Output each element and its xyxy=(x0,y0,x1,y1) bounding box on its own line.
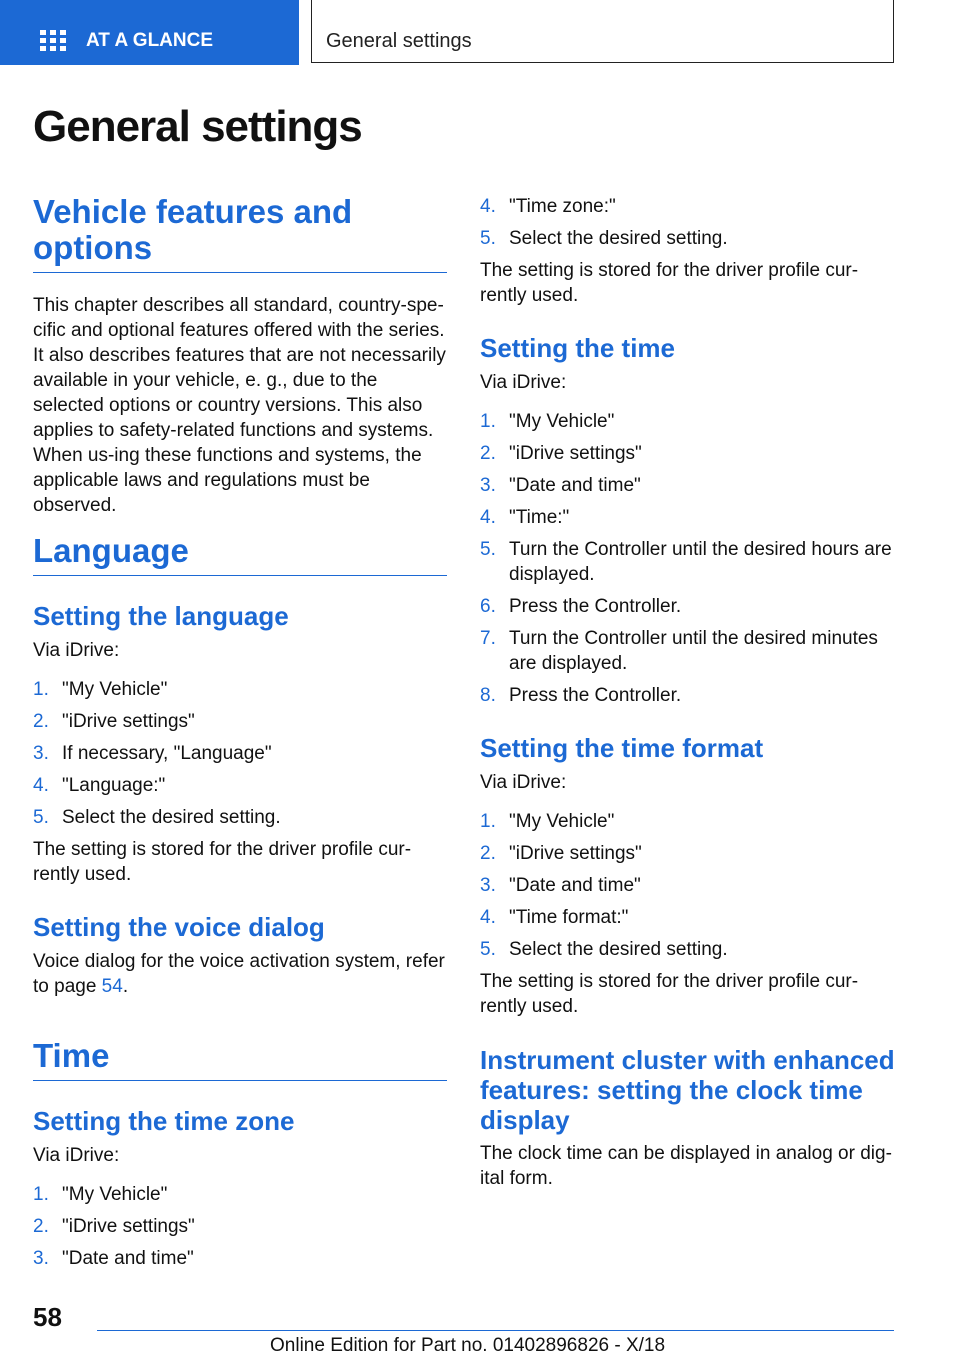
list-item: 4. "Time zone:" xyxy=(480,196,616,217)
list-item: 2. "iDrive settings" xyxy=(33,1216,195,1237)
setting-language-steps xyxy=(33,677,447,837)
list-item: 1. "My Vehicle" xyxy=(480,811,615,832)
footer-edition: Online Edition for Part no. 01402896826 - X/18 xyxy=(270,1335,666,1356)
heading-time: Time xyxy=(33,1038,447,1081)
list-item: 2. "iDrive settings" xyxy=(33,711,195,732)
time-zone-note: The setting is stored for the driver profile cur-rently used. xyxy=(480,260,859,306)
time-format-steps xyxy=(480,809,896,969)
list-item: 5. Select the desired setting. xyxy=(33,807,281,828)
list-item: 3. "Date and time" xyxy=(33,1248,194,1269)
page-number: 58 xyxy=(33,1302,62,1332)
time-format-intro: Via iDrive: xyxy=(480,772,567,793)
list-item: 3. If necessary, "Language" xyxy=(33,743,272,764)
list-item: 5. Select the desired setting. xyxy=(480,939,728,960)
list-item: 6. Press the Controller. xyxy=(480,596,682,617)
list-item: 3. "Date and time" xyxy=(480,875,641,896)
setting-time-steps xyxy=(480,409,896,715)
setting-language-note: The setting is stored for the driver profile cur-rently used. xyxy=(33,839,412,885)
vehicle-features-body: This chapter describes all standard, country-spe-cific and optional features offered with the series. It also describes features that are not necessarily available in your vehicle, e. g., due to the selected options or country versions. This also applies to safety-related functions and systems. When us-ing these functions and systems, the applicable laws and regulations must be observed. xyxy=(33,295,446,516)
section-tab[interactable] xyxy=(0,0,299,65)
time-zone-intro: Via iDrive: xyxy=(33,1145,120,1166)
clock-display-body: The clock time can be displayed in analog or dig-ital form. xyxy=(480,1143,892,1189)
time-zone-steps-continued xyxy=(480,194,896,258)
list-item: 4. "Language:" xyxy=(33,775,166,796)
subheading-time-format: Setting the time format xyxy=(480,733,764,763)
subheading-setting-time: Setting the time xyxy=(480,333,676,363)
list-item: 4. "Time:" xyxy=(480,507,570,528)
footer-divider xyxy=(97,1330,894,1331)
section-tab-label: AT A GLANCE xyxy=(86,30,214,51)
chapter-tab[interactable] xyxy=(311,0,894,63)
list-item: 3. "Date and time" xyxy=(480,475,641,496)
subheading-clock-display: Instrument cluster with enhanced features: setting the clock time display xyxy=(480,1045,895,1135)
list-item: 1. "My Vehicle" xyxy=(33,679,168,700)
heading-language: Language xyxy=(33,533,447,576)
time-zone-steps xyxy=(33,1182,447,1278)
setting-time-intro: Via iDrive: xyxy=(480,372,567,393)
list-item: 1. "My Vehicle" xyxy=(33,1184,168,1205)
grid-menu-icon xyxy=(40,30,66,52)
heading-vehicle-features: Vehicle features and options xyxy=(33,194,447,273)
subheading-voice-dialog: Setting the voice dialog xyxy=(33,912,325,942)
list-item: 4. "Time format:" xyxy=(480,907,629,928)
page-reference-link[interactable]: 54 xyxy=(101,976,123,997)
subheading-time-zone: Setting the time zone xyxy=(33,1106,295,1136)
list-item: 7. Turn the Controller until the desired minutes are displayed. xyxy=(480,628,878,674)
list-item: 5. Turn the Controller until the desired hours are displayed. xyxy=(480,539,892,585)
time-format-note: The setting is stored for the driver profile cur-rently used. xyxy=(480,971,859,1017)
subheading-setting-language: Setting the language xyxy=(33,601,289,631)
setting-language-intro: Via iDrive: xyxy=(33,640,120,661)
list-item: 5. Select the desired setting. xyxy=(480,228,728,249)
chapter-tab-label: General settings xyxy=(326,30,472,52)
list-item: 1. "My Vehicle" xyxy=(480,411,615,432)
page-title: General settings xyxy=(33,102,362,151)
list-item: 2. "iDrive settings" xyxy=(480,843,642,864)
voice-dialog-body: Voice dialog for the voice activation system, refer to page 54. xyxy=(33,951,445,997)
list-item: 2. "iDrive settings" xyxy=(480,443,642,464)
list-item: 8. Press the Controller. xyxy=(480,685,682,706)
